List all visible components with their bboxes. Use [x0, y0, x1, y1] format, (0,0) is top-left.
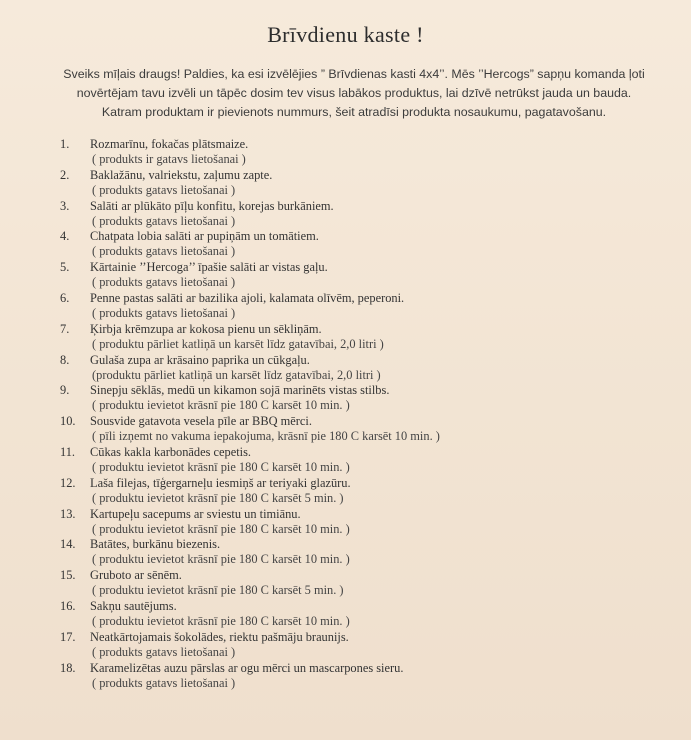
product-name: Penne pastas salāti ar bazilika ajoli, kalamata olīvēm, peperoni.	[90, 290, 405, 305]
item-number: 6.	[60, 290, 70, 305]
list-item	[60, 137, 660, 168]
product-line	[60, 229, 660, 244]
product-line	[60, 537, 660, 552]
preparation-note: ( produktu ievietot krāsnī pie 180 C karsēt 10 min. )	[92, 521, 350, 536]
item-number: 17.	[60, 629, 76, 644]
product-line	[60, 630, 660, 645]
product-line	[60, 661, 660, 676]
list-item	[60, 414, 660, 445]
product-name: Neatkārtojamais šokolādes, riektu pašmāju braunijs.	[90, 629, 349, 644]
preparation-note: ( produkts gatavs lietošanai )	[92, 675, 236, 690]
list-item	[60, 199, 660, 230]
product-name: Batātes, burkānu biezenis.	[90, 537, 221, 552]
document-title: Brīvdienu kaste !	[267, 22, 424, 47]
product-line	[60, 168, 660, 183]
product-list	[60, 137, 660, 691]
preparation-note: ( produkts gatavs lietošanai )	[92, 644, 236, 659]
product-line	[60, 599, 660, 614]
product-name: Salāti ar plūkāto pīļu konfitu, korejas burkāniem.	[90, 198, 334, 213]
item-number: 16.	[60, 598, 76, 613]
item-number: 8.	[60, 352, 70, 367]
product-line	[60, 414, 660, 429]
item-number: 5.	[60, 260, 70, 275]
item-number: 3.	[60, 198, 70, 213]
preparation-note: ( produktu ievietot krāsnī pie 180 C karsēt 10 min. )	[92, 613, 350, 628]
preparation-note: ( produktu pārliet katliņā un karsēt līdz gatavībai, 2,0 litri )	[92, 336, 384, 351]
item-number: 7.	[60, 321, 70, 336]
intro-line: novērtējam tavu izvēli un tāpēc dosim tev visus labākos produktus, lai dzīvē netrūkst jauda un bauda.	[76, 86, 632, 100]
list-item	[60, 291, 660, 322]
product-line	[60, 568, 660, 583]
list-item	[60, 260, 660, 291]
product-line	[60, 291, 660, 306]
product-line	[60, 260, 660, 275]
item-number: 11.	[60, 444, 76, 459]
product-line	[60, 199, 660, 214]
item-number: 13.	[60, 506, 76, 521]
item-number: 12.	[60, 475, 76, 490]
list-item	[60, 353, 660, 384]
product-name: Sakņu sautējums.	[90, 598, 177, 613]
list-item	[60, 476, 660, 507]
product-line	[60, 476, 660, 491]
list-item	[60, 507, 660, 538]
product-line	[60, 507, 660, 522]
preparation-note: (produktu pārliet katliņā un karsēt līdz gatavībai, 2,0 litri )	[92, 367, 381, 382]
product-line	[60, 353, 660, 368]
product-name: Ķirbja krēmzupa ar kokosa pienu un sēkliņām.	[90, 321, 322, 336]
product-name: Kartupeļu sacepums ar sviestu un timiānu.	[90, 506, 301, 521]
preparation-note: ( pīli izņemt no vakuma iepakojuma, krāsnī pie 180 C karsēt 10 min. )	[92, 429, 440, 444]
preparation-note: ( produkts gatavs lietošanai )	[92, 305, 236, 320]
item-number: 18.	[60, 660, 76, 675]
list-item	[60, 383, 660, 414]
preparation-note: ( produkts gatavs lietošanai )	[92, 182, 236, 197]
product-name: Laša filejas, tīģergarneļu iesmiņš ar teriyaki glazūru.	[90, 475, 351, 490]
product-line	[60, 322, 660, 337]
list-item	[60, 168, 660, 199]
product-name: Cūkas kakla karbonādes cepetis.	[90, 444, 252, 459]
intro-line: Katram produktam ir pievienots nummurs, šeit atradīsi produkta nosaukumu, pagatavošanu.	[101, 105, 607, 119]
item-number: 4.	[60, 229, 70, 244]
product-line	[60, 137, 660, 152]
product-name: Gulaša zupa ar krāsaino paprika un cūkgaļu.	[90, 352, 310, 367]
preparation-note: ( produktu ievietot krāsnī pie 180 C karsēt 5 min. )	[92, 490, 344, 505]
preparation-note: ( produktu ievietot krāsnī pie 180 C karsēt 10 min. )	[92, 459, 350, 474]
list-item	[60, 445, 660, 476]
product-name: Rozmarīnu, fokačas plātsmaize.	[90, 137, 249, 151]
item-number: 1.	[60, 137, 70, 151]
list-item	[60, 630, 660, 661]
product-line	[60, 445, 660, 460]
product-name: Sinepju sēklās, medū un kikamon sojā marinēts vistas stilbs.	[90, 383, 390, 398]
product-name: Chatpata lobia salāti ar pupiņām un tomātiem.	[90, 229, 319, 244]
list-item	[60, 568, 660, 599]
preparation-note: ( produkts ir gatavs lietošanai )	[92, 152, 246, 166]
preparation-note: ( produkts gatavs lietošanai )	[92, 213, 236, 228]
item-number: 2.	[60, 167, 70, 182]
product-name: Karamelizētas auzu pārslas ar ogu mērci un mascarpones sieru.	[90, 660, 404, 675]
preparation-note: ( produktu ievietot krāsnī pie 180 C karsēt 10 min. )	[92, 552, 350, 567]
list-item	[60, 599, 660, 630]
preparation-note: ( produktu ievietot krāsnī pie 180 C karsēt 10 min. )	[92, 398, 350, 413]
item-number: 14.	[60, 537, 76, 552]
preparation-note: ( produktu ievietot krāsnī pie 180 C karsēt 5 min. )	[92, 583, 344, 598]
product-name: Gruboto ar sēnēm.	[90, 568, 182, 583]
list-item	[60, 229, 660, 260]
list-item	[60, 322, 660, 353]
intro-line: Sveiks mīļais draugs! Paldies, ka esi izvēlējies ” Brīvdienas kasti 4x4’’. Mēs ’’Hercogs” sapņu komanda ļoti	[63, 67, 645, 81]
preparation-note: ( produkts gatavs lietošanai )	[92, 244, 236, 259]
preparation-note: ( produkts gatavs lietošanai )	[92, 275, 236, 290]
item-number: 9.	[60, 383, 70, 398]
list-item	[60, 661, 660, 692]
intro-paragraph	[34, 65, 674, 122]
product-name: Baklažānu, valriekstu, zaļumu zapte.	[90, 167, 273, 182]
product-line	[60, 383, 660, 398]
item-number: 15.	[60, 568, 76, 583]
product-name: Sousvide gatavota vesela pīle ar BBQ mērci.	[90, 414, 312, 429]
item-number: 10.	[60, 414, 76, 429]
list-item	[60, 537, 660, 568]
product-name: Kārtainie ’’Hercoga’’ īpašie salāti ar vistas gaļu.	[90, 260, 328, 275]
